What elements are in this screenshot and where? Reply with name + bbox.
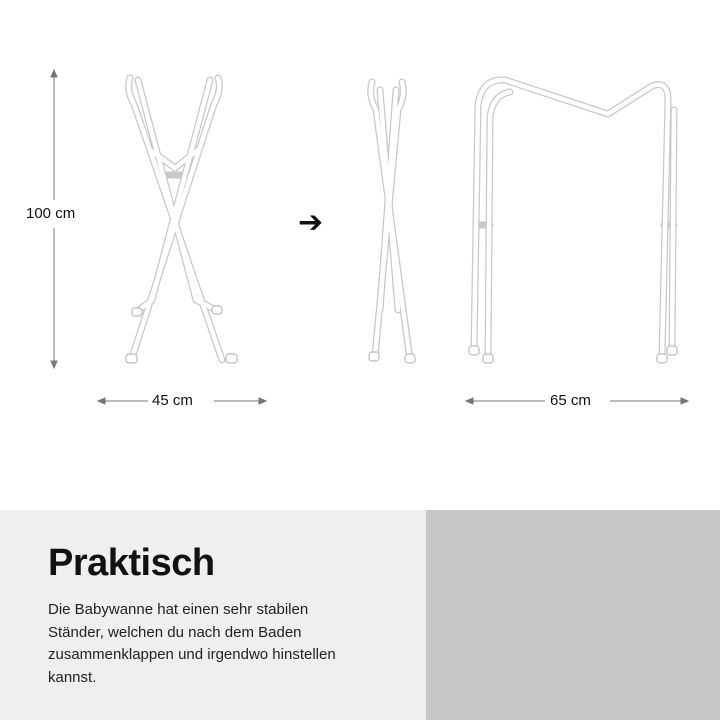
- gray-color-panel: [426, 510, 720, 720]
- stand-open-fill: [474, 80, 674, 358]
- height-dimension-label: 100 cm: [26, 205, 76, 222]
- feature-description: Die Babywanne hat einen sehr stabilen Ständer, welchen du nach dem Baden zusammenklappen und irgendwo hinstellen kannst.: [48, 601, 336, 686]
- width-open-dimension-label: 65 cm: [550, 392, 591, 409]
- width-folded-dimension-label: 45 cm: [152, 392, 193, 409]
- right-arrow-icon: ➔: [298, 206, 324, 239]
- feature-title: Praktisch: [48, 542, 215, 584]
- stand-folded-side-feet: [369, 352, 415, 363]
- stand-open-feet: [469, 346, 677, 363]
- stand-open: [474, 80, 674, 358]
- feature-text-panel: [0, 510, 426, 720]
